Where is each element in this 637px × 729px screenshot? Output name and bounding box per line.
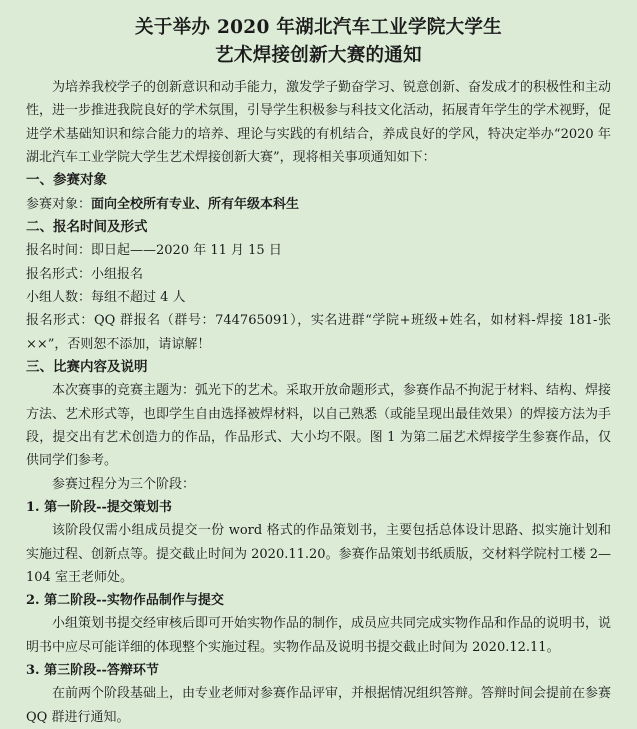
participants-value: 面向全校所有专业、所有年级本科生 (91, 196, 300, 212)
theme-paragraph: 本次赛事的竞赛主题为：弧光下的艺术。采取开放命题形式，参赛作品不拘泥于材料、结构、焊接方法、艺术形式等，也即学生自由选择被焊材料，以自己熟悉（或能呈现出最佳效果）的焊接方法为手段，提交出有艺术创造力的作品，作品形式、大小均不限。图 1 为第二届艺术焊接学生参赛作品，仅供同学们参考。 (26, 383, 612, 469)
participants-label: 参赛对象： (26, 196, 92, 212)
stage-2-text: 小组策划书提交经审核后即可开始实物作品的制作，成员应共同完成实物作品和作品的说明书，说明书中应尽可能详细的体现整个实施过程。实物作品及说明书提交截止时间为 2020.12.11。 (26, 616, 612, 655)
registration-form: 报名形式：小组报名 (26, 266, 144, 282)
team-size: 小组人数：每组不超过 4 人 (26, 290, 186, 306)
section-3-heading: 三、比赛内容及说明 (26, 358, 148, 375)
title-line-2: 艺术焊接创新大赛的通知 (215, 45, 422, 66)
document-title (26, 14, 611, 70)
section-2-heading: 二、报名时间及形式 (26, 218, 148, 235)
intro-paragraph: 为培养我校学子的创新意识和动手能力，激发学子勤奋学习、锐意创新、奋发成才的积极性和主动性，进一步推进我院良好的学术氛围，引导学生积极参与科技文化活动，拓展青年学生的学术视野，促进学术基础知识和综合能力的培养、理论与实践的有机结合，养成良好的学风，特决定举办“2020 年湖北汽车工业学院大学生艺术焊接创新大赛”，现将相关事项通知如下： (26, 80, 612, 165)
title-line-1: 关于举办 2020 年湖北汽车工业学院大学生 (135, 17, 502, 38)
stages-intro: 参赛过程分为三个阶段： (52, 476, 196, 492)
stage-3-text: 在前两个阶段基础上，由专业老师对参赛作品评审，并根据情况组织答辩。答辩时间会提前在参赛 QQ 群进行通知。 (26, 686, 612, 725)
section-1-heading: 一、参赛对象 (26, 172, 107, 189)
participants-line (26, 193, 611, 216)
stage-2-title: 2. 第二阶段--实物作品制作与提交 (26, 593, 224, 609)
qq-group-registration: 报名形式：QQ 群报名（群号：744765091），实名进群“学院+班级+姓名，如材料-焊接 181-张××”，否则恕不添加，请谅解！ (26, 313, 611, 352)
stage-1-text: 该阶段仅需小组成员提交一份 word 格式的作品策划书，主要包括总体设计思路、拟实施计划和实施过程、创新点等。提交截止时间为 2020.11.20。参赛作品策划书纸质版，交材料学院村工楼 2—104 室王老师处。 (26, 523, 611, 585)
stage-3-title: 3. 第三阶段--答辩环节 (26, 663, 159, 679)
stage-1-title: 1. 第一阶段--提交策划书 (26, 499, 172, 515)
registration-time: 报名时间：即日起——2020 年 11 月 15 日 (26, 243, 282, 259)
